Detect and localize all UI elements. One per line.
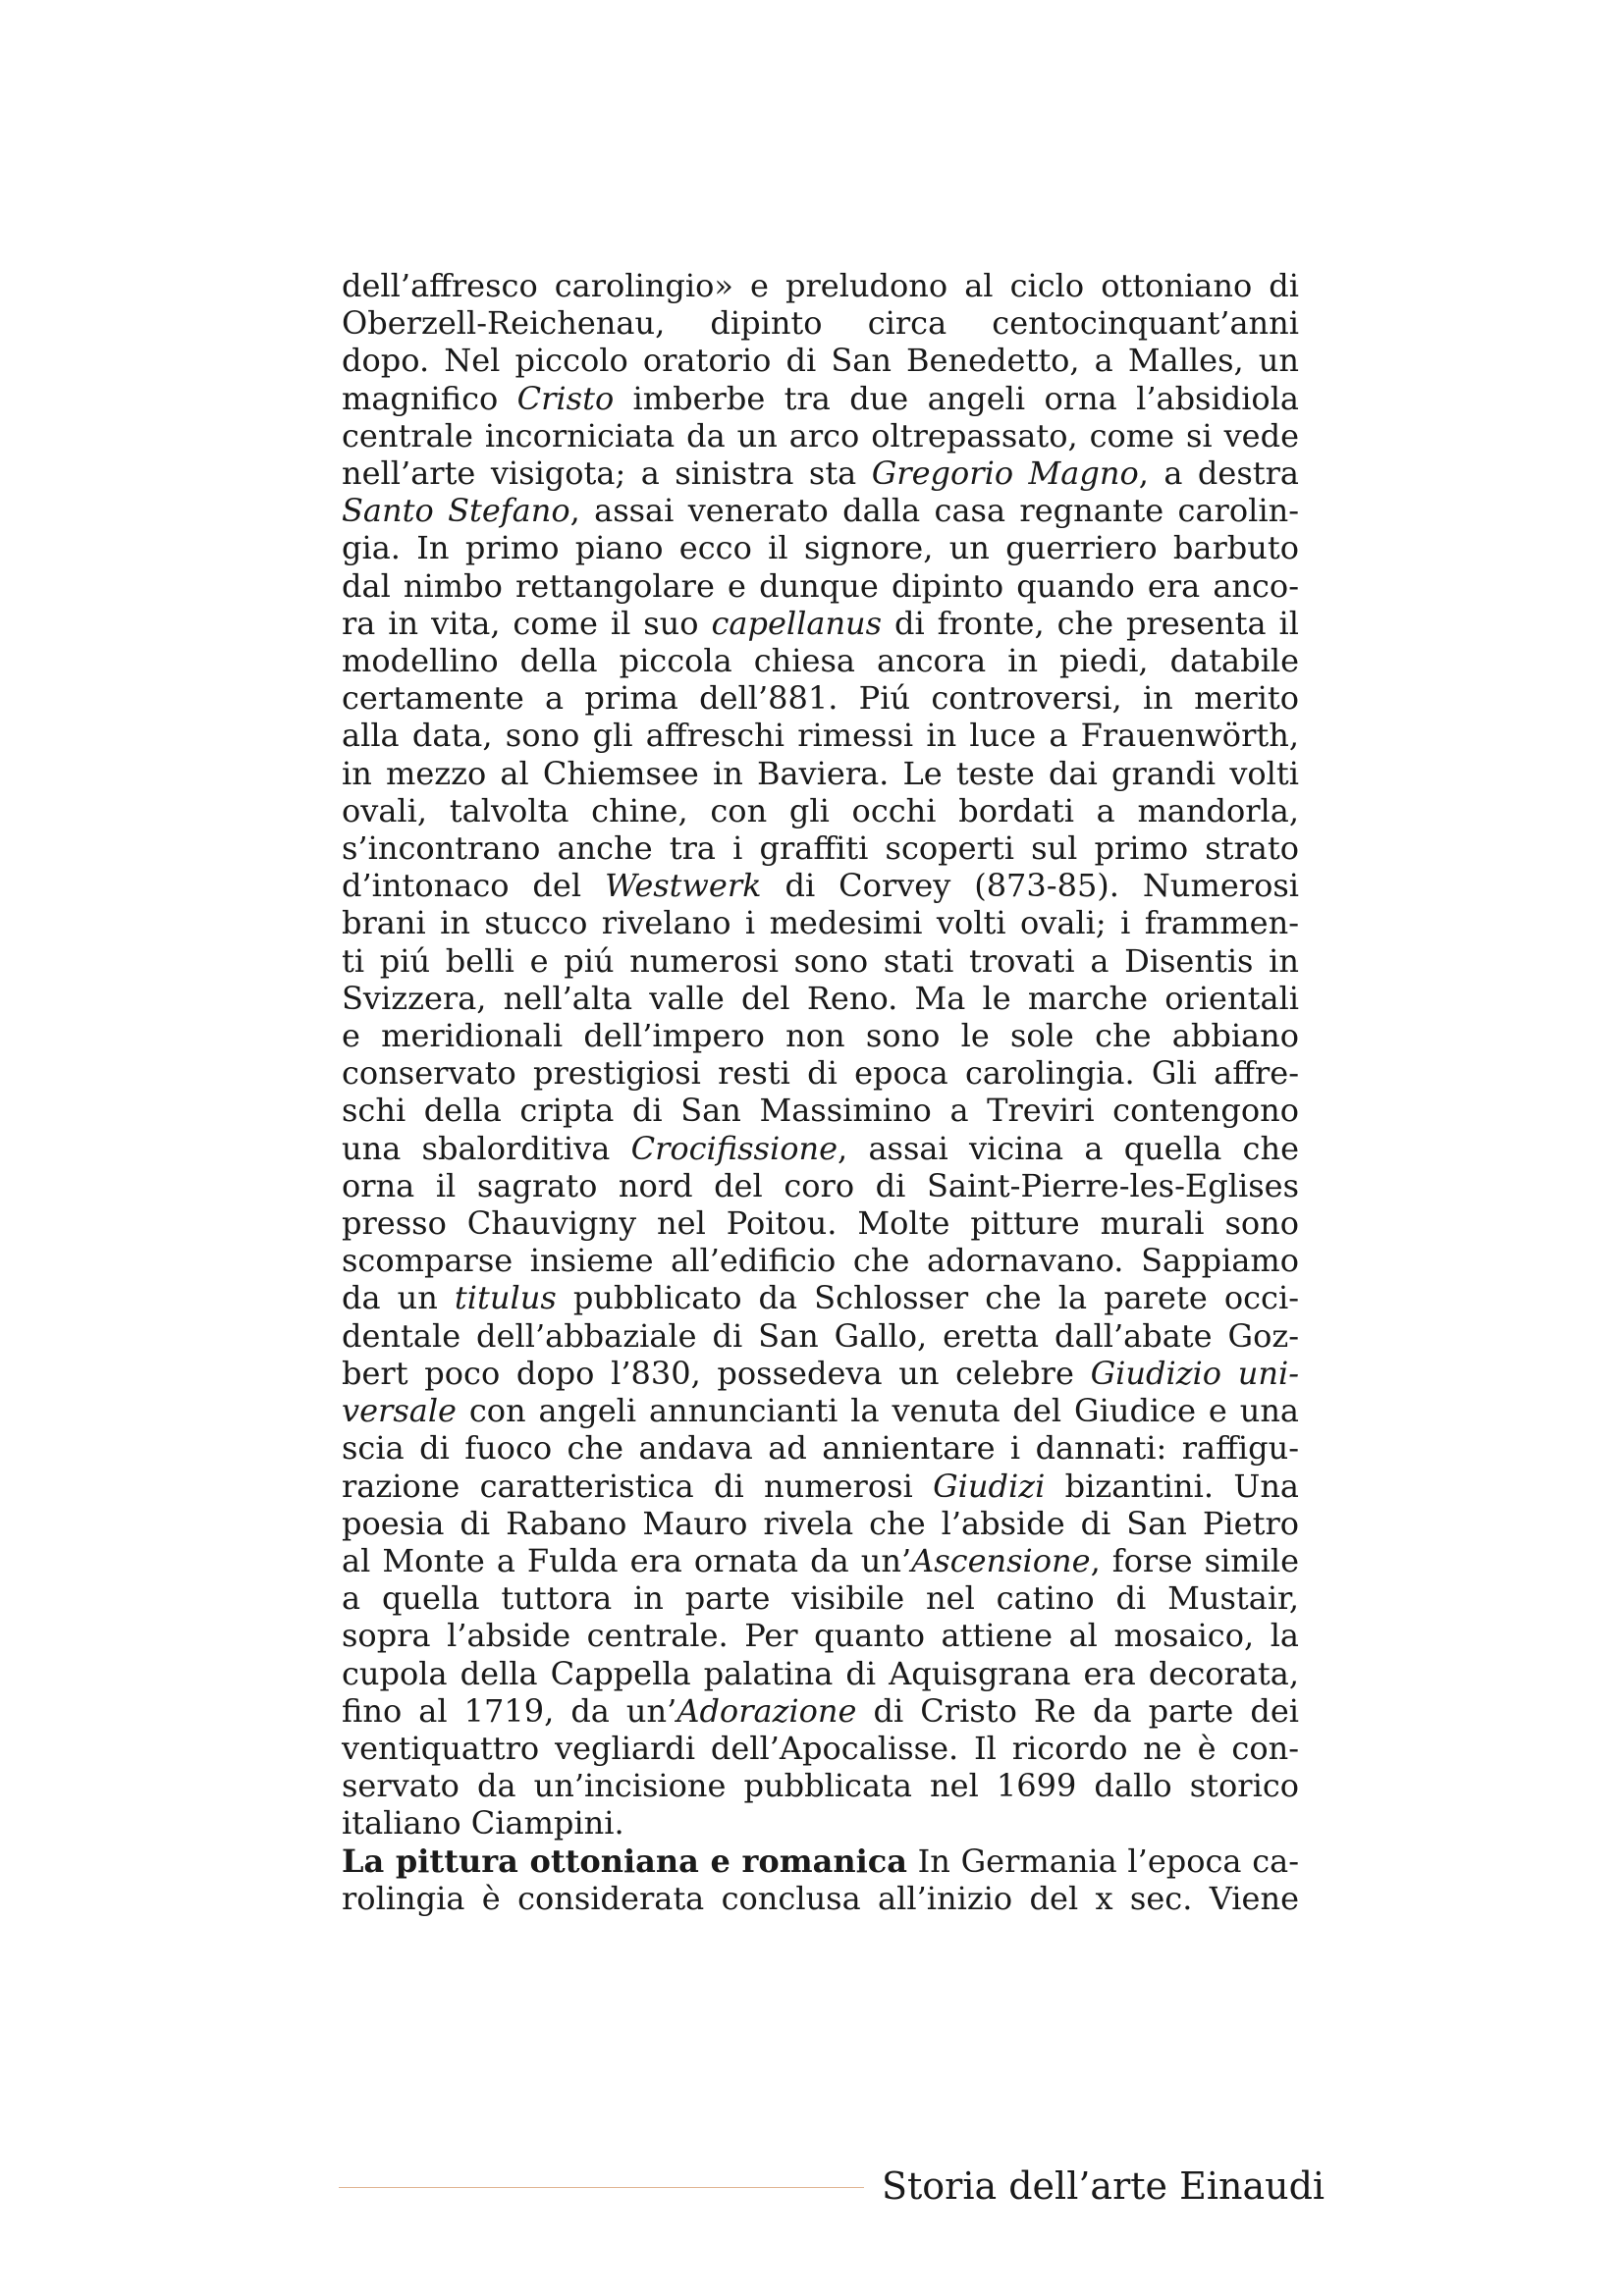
text-line xyxy=(342,1279,1299,1316)
text-run: sopra l’abside centrale. Per quanto attiene al mosaico, la xyxy=(342,1617,1299,1655)
text-run: da un xyxy=(342,1279,455,1317)
text-line xyxy=(342,1204,1299,1242)
text-run: cupola della Cappella palatina di Aquisgrana era decorata, xyxy=(342,1654,1299,1692)
text-run: orna il sagrato nord del coro di Saint-Pierre-les-Eglises xyxy=(342,1166,1299,1204)
text-line xyxy=(342,792,1299,829)
text-run: ventiquattro vegliardi dell’Apocalisse. Il ricordo ne è con- xyxy=(342,1729,1299,1767)
text-run: brani in stucco rivelano i medesimi volti ovali; i frammen- xyxy=(342,904,1299,942)
text-line xyxy=(342,1468,1299,1505)
text-run: nell’arte visigota; a sinistra sta xyxy=(342,454,872,493)
text-line xyxy=(342,1730,1299,1767)
text-run: modellino della piccola chiesa ancora in piedi, databile xyxy=(342,642,1299,680)
text-run: Oberzell-Reichenau, dipinto circa centocinquant’anni xyxy=(342,304,1299,343)
text-run: dopo. Nel piccolo oratorio di San Benedetto, a Malles, un xyxy=(342,342,1299,380)
text-run: In Germania l’epoca ca- xyxy=(906,1842,1299,1880)
text-line xyxy=(342,942,1299,980)
text-run: ovali, talvolta chine, con gli occhi bordati a mandorla, xyxy=(342,791,1299,829)
text-run: servato da un’incisione pubblicata nel 1699 dallo storico xyxy=(342,1767,1299,1805)
text-line xyxy=(342,1317,1299,1355)
body-text xyxy=(342,267,1299,1917)
text-run: schi della cripta di San Massimino a Treviri contengono xyxy=(342,1092,1299,1130)
text-line xyxy=(342,642,1299,679)
text-run: e meridionali dell’impero non sono le sole che abbiano xyxy=(342,1017,1299,1055)
text-line xyxy=(342,904,1299,941)
text-run: conservato prestigiosi resti di epoca carolingia. Gli affre- xyxy=(342,1054,1299,1093)
text-run: di Corvey (873-85). Numerosi xyxy=(761,867,1300,905)
text-run: Adorazione xyxy=(676,1691,857,1730)
text-line xyxy=(342,380,1299,417)
text-line xyxy=(342,304,1299,342)
text-run: ti piú belli e piú numerosi sono stati trovati a Disentis in xyxy=(342,941,1299,980)
text-run: gia. In primo piano ecco il signore, un guerriero barbuto xyxy=(342,529,1299,567)
text-line xyxy=(342,267,1299,304)
text-line xyxy=(342,1130,1299,1167)
text-line xyxy=(342,1617,1299,1654)
text-line xyxy=(342,679,1299,717)
text-run: Cristo xyxy=(516,379,615,417)
text-run: bizantini. Una xyxy=(1045,1467,1300,1505)
text-run: La pittura ottoniana e romanica xyxy=(342,1842,907,1880)
text-run: di Cristo Re da parte dei xyxy=(856,1691,1300,1730)
text-run: , assai vicina a quella che xyxy=(838,1129,1300,1167)
text-run: razione caratteristica di numerosi xyxy=(342,1467,934,1505)
text-run: fino al 1719, da un’ xyxy=(342,1691,677,1730)
text-run: capellanus xyxy=(711,604,883,642)
text-run: s’incontrano anche tra i graffiti scoperti sul primo strato xyxy=(342,829,1299,868)
text-run: Giudizi xyxy=(933,1467,1046,1505)
text-run: titulus xyxy=(454,1279,557,1317)
text-run: ra in vita, come il suo xyxy=(342,604,712,642)
text-line xyxy=(342,1842,1299,1880)
text-run: scomparse insieme all’edificio che adornavano. Sappiamo xyxy=(342,1242,1299,1280)
text-run: con angeli annuncianti la venuta del Giudice e una xyxy=(456,1392,1299,1430)
text-run: imberbe tra due angeli orna l’absidiola xyxy=(614,379,1300,417)
text-line xyxy=(342,1579,1299,1617)
text-line xyxy=(342,1767,1299,1804)
text-run: di fronte, che presenta il xyxy=(882,604,1300,642)
text-line xyxy=(342,1542,1299,1579)
text-run: certamente a prima dell’881. Piú controversi, in merito xyxy=(342,679,1299,718)
text-run: dal nimbo rettangolare e dunque dipinto quando era anco- xyxy=(342,566,1299,605)
text-line xyxy=(342,492,1299,529)
text-line xyxy=(342,1355,1299,1392)
text-run: una sbalorditiva xyxy=(342,1129,631,1167)
text-run: Ascensione xyxy=(911,1541,1091,1579)
text-line xyxy=(342,454,1299,492)
text-run: Santo Stefano xyxy=(342,492,570,530)
text-line xyxy=(342,717,1299,754)
text-run: dell’affresco carolingio» e preludono al ciclo ottoniano di xyxy=(342,267,1299,304)
footer-rule xyxy=(339,2187,864,2188)
text-line xyxy=(342,417,1299,454)
text-run: Westwerk xyxy=(605,867,762,905)
text-line xyxy=(342,1429,1299,1467)
text-run: , assai venerato dalla casa regnante carolin- xyxy=(569,492,1299,530)
text-line xyxy=(342,829,1299,867)
text-line xyxy=(342,1167,1299,1204)
text-line xyxy=(342,529,1299,566)
text-run: bert poco dopo l’830, possedeva un celebre xyxy=(342,1354,1091,1392)
text-run: in mezzo al Chiemsee in Baviera. Le teste dai grandi volti xyxy=(342,754,1299,792)
text-run: poesia di Rabano Mauro rivela che l’abside di San Pietro xyxy=(342,1504,1299,1542)
text-run: Gregorio Magno xyxy=(871,454,1139,493)
text-line xyxy=(342,1054,1299,1092)
text-line xyxy=(342,1392,1299,1429)
text-line xyxy=(342,1880,1299,1917)
footer-title: Storia dell’arte Einaudi xyxy=(882,2164,1325,2208)
text-run: a quella tuttora in parte visibile nel catino di Mustair, xyxy=(342,1579,1299,1618)
text-line xyxy=(342,867,1299,904)
text-run: italiano Ciampini. xyxy=(342,1804,624,1842)
text-run: magnifico xyxy=(342,379,517,417)
text-line xyxy=(342,567,1299,605)
text-line xyxy=(342,1242,1299,1279)
text-run: , a destra xyxy=(1138,454,1300,493)
text-run: alla data, sono gli affreschi rimessi in luce a Frauenwörth, xyxy=(342,717,1299,755)
text-run: Svizzera, nell’alta valle del Reno. Ma le marche orientali xyxy=(342,979,1299,1017)
text-run: versale xyxy=(342,1392,457,1430)
text-run: dentale dell’abbaziale di San Gallo, eretta dall’abate Goz- xyxy=(342,1316,1299,1355)
text-run: , forse simile xyxy=(1090,1541,1300,1579)
text-run: scia di fuoco che andava ad annientare i dannati: raffigu- xyxy=(342,1429,1299,1468)
text-run: presso Chauvigny nel Poitou. Molte pitture murali sono xyxy=(342,1204,1299,1243)
text-line xyxy=(342,1804,1299,1842)
text-line xyxy=(342,1655,1299,1692)
text-line xyxy=(342,605,1299,642)
text-line xyxy=(342,1692,1299,1730)
text-line xyxy=(342,342,1299,379)
text-line xyxy=(342,755,1299,792)
text-line xyxy=(342,1505,1299,1542)
text-run: rolingia è considerata conclusa all’inizio del x sec. Viene xyxy=(342,1879,1299,1917)
text-line xyxy=(342,1017,1299,1054)
text-run: centrale incorniciata da un arco oltrepassato, come si vede xyxy=(342,416,1299,454)
text-run: pubblicato da Schlosser che la parete occi- xyxy=(556,1279,1300,1317)
text-run: al Monte a Fulda era ornata da un’ xyxy=(342,1541,912,1579)
text-line xyxy=(342,980,1299,1017)
text-run: Giudizio uni- xyxy=(1090,1354,1299,1392)
text-run: d’intonaco del xyxy=(342,867,606,905)
text-line xyxy=(342,1092,1299,1129)
text-run: Crocifissione xyxy=(630,1129,839,1167)
